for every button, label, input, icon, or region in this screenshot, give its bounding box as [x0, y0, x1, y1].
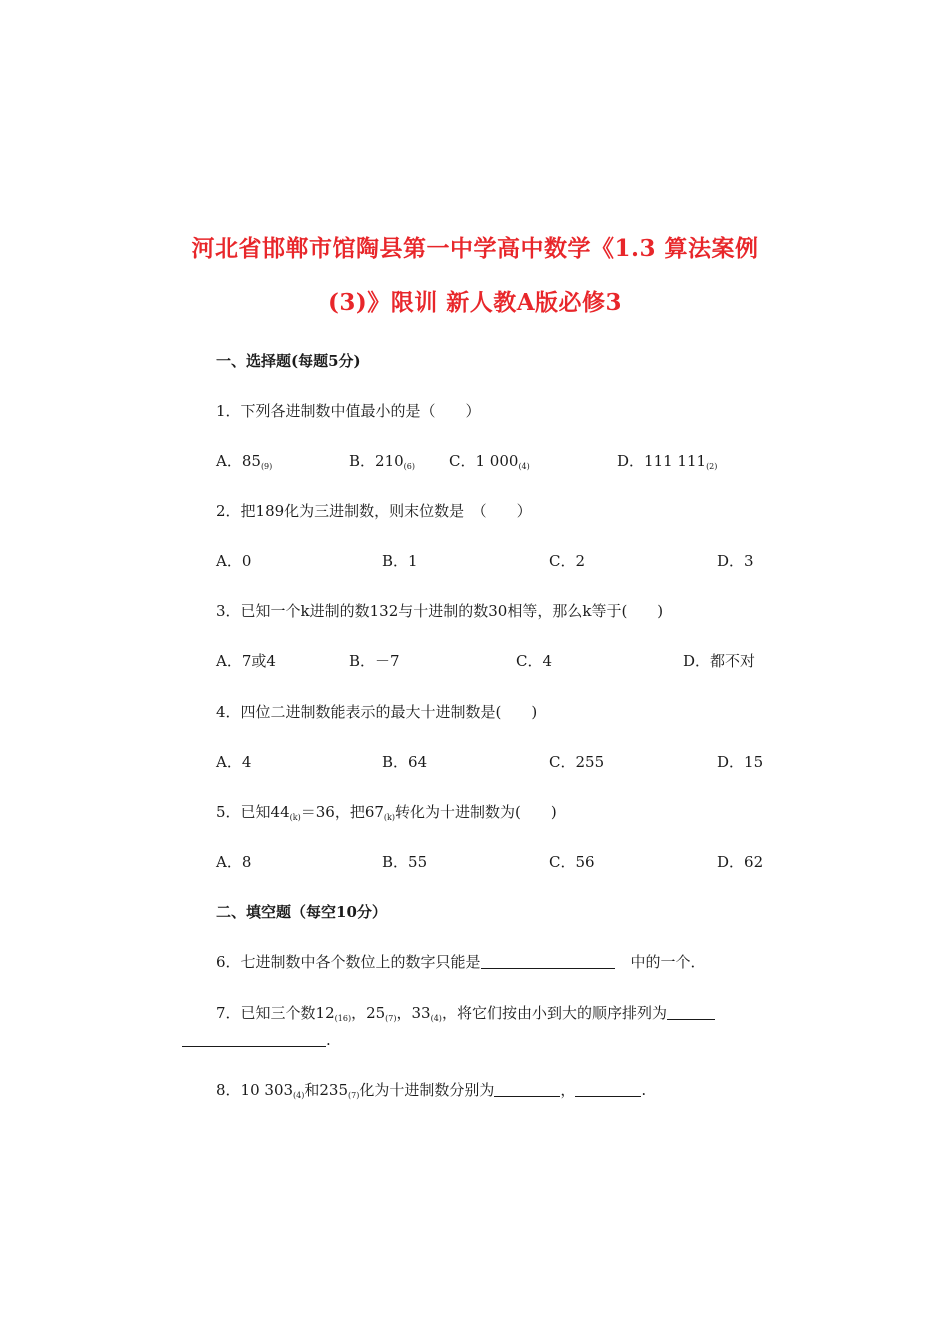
question-1-option-d: D．111 $111_{(2)}$ [617, 452, 718, 471]
question-5-option-d: D．62 [717, 853, 764, 871]
question-2-option-a: A．0 [216, 552, 252, 570]
question-5-stem: 5．已知$44_{(k)}=36$，把$67_{(k)}$转化为十进制数为( ) [216, 803, 557, 822]
question-4-option-c: C．255 [549, 753, 605, 771]
question-7-continuation: . [182, 1030, 331, 1050]
answer-blank[interactable] [575, 1082, 641, 1097]
question-7-stem: 7．已知三个数$12_{(16)}$，$25_{(7)}$，$33_{(4)}$，将它们按由小到大的顺序排列为 [216, 1003, 715, 1029]
question-4-option-d: D．15 [717, 753, 764, 771]
section-heading-fill: 二、填空题（每空10分） [216, 903, 387, 921]
question-1-option-b: B．$210_{(6)}$ [349, 452, 416, 471]
question-3-option-a: A．7或4 [216, 652, 276, 670]
question-1-option-c: C．1 $000_{(4)}$ [449, 452, 530, 471]
answer-blank[interactable] [481, 954, 615, 969]
question-2-option-d: D．3 [717, 552, 754, 570]
question-4-option-a: A．4 [216, 753, 252, 771]
question-1-stem: 1．下列各进制数中值最小的是（ ） [216, 402, 481, 420]
document-title-line1: 河北省邯郸市馆陶县第一中学高中数学《1.3 算法案例 [191, 235, 759, 262]
question-5-option-c: C．56 [549, 853, 595, 871]
question-3-option-d: D．都不对 [683, 652, 756, 670]
question-2-stem: 2．把189化为三进制数，则末位数是 （ ） [216, 502, 532, 520]
section-heading-choice: 一、选择题(每题5分) [216, 352, 361, 370]
question-6-stem: 6．七进制数中各个数位上的数字只能是 中的一个． [216, 953, 706, 971]
question-2-option-b: B．1 [382, 552, 418, 570]
answer-blank[interactable] [182, 1032, 326, 1047]
question-3-stem: 3．已知一个k进制的数132与十进制的数30相等，那么k等于( ) [216, 602, 664, 620]
question-5-option-b: B．55 [382, 853, 428, 871]
question-1-option-a: A．$85_{(9)}$ [216, 452, 273, 471]
question-3-option-b: B．－7 [349, 652, 400, 670]
question-8-stem: 8．10 $303_{(4)}$和$235_{(7)}$化为十进制数分别为 ， . [216, 1081, 647, 1100]
document-title-line2: (3)》限训 新人教A版必修3 [327, 289, 623, 316]
answer-blank[interactable] [494, 1082, 560, 1097]
question-4-option-b: B．64 [382, 753, 428, 771]
question-3-option-c: C．4 [516, 652, 553, 670]
question-4-stem: 4．四位二进制数能表示的最大十进制数是( ) [216, 703, 538, 721]
question-2-option-c: C．2 [549, 552, 586, 570]
question-5-option-a: A．8 [216, 853, 252, 871]
answer-blank[interactable] [667, 1005, 715, 1020]
